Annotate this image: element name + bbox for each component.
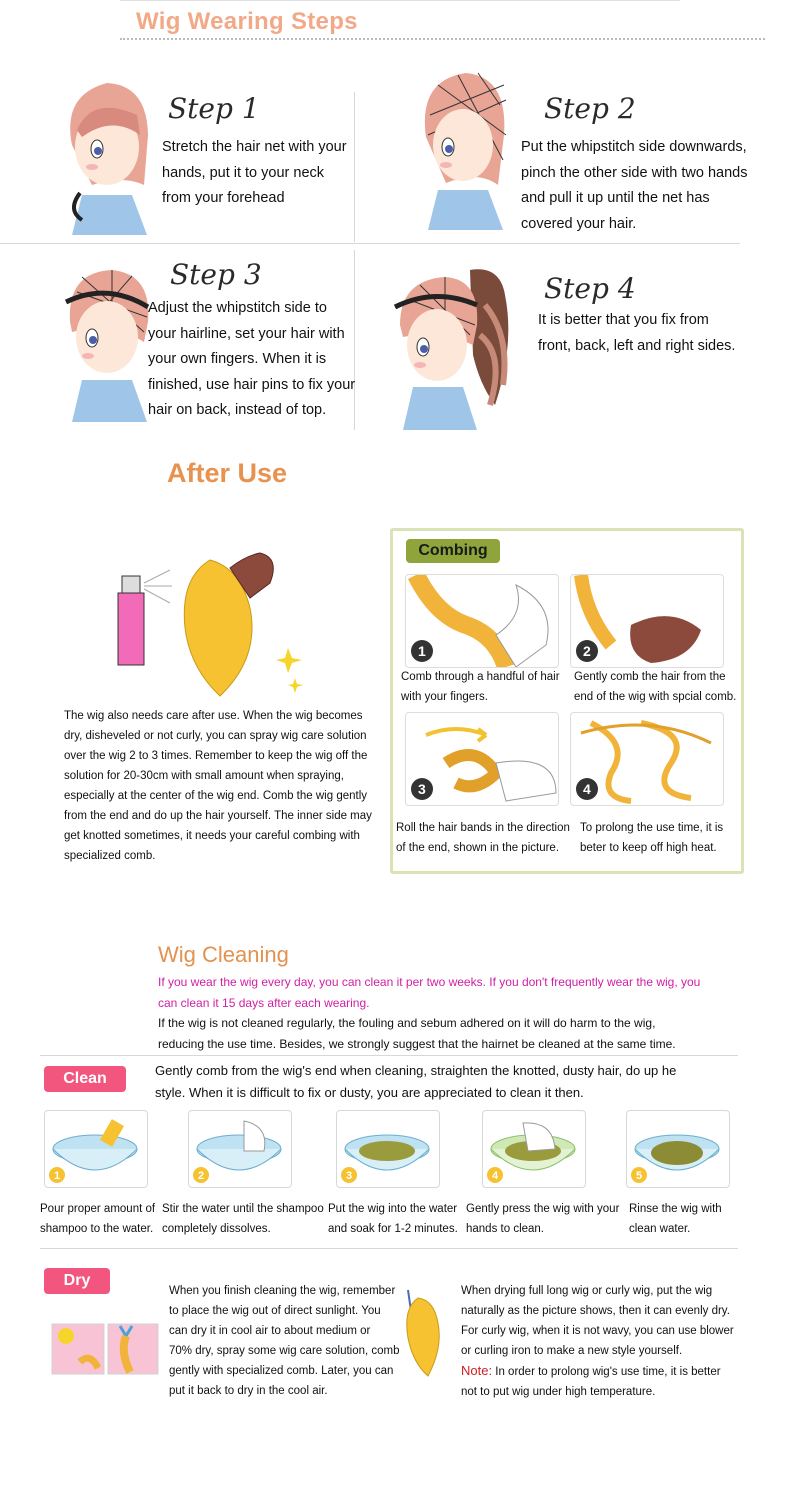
clean-step-3-caption: Put the wig into the water and soak for 1-2 minutes. <box>328 1203 458 1235</box>
bowl-soak-icon <box>337 1111 439 1187</box>
step-3-text: Adjust the whipstitch side to your hairline, set your hair with your own fingers. When it is finished, use hair pins to fix your hair on back, instead of top. <box>148 300 356 418</box>
svg-text:4: 4 <box>583 781 591 797</box>
step-3-title: Step 3 <box>170 258 262 291</box>
cleaning-frequency-text: If you wear the wig every day, you can clean it per two weeks. If you don't frequently wear the wig, you can clean it 15 days after each wearing. <box>158 975 701 1010</box>
svg-text:3: 3 <box>346 1170 353 1182</box>
bowl-shampoo-icon <box>45 1111 147 1187</box>
svg-text:1: 1 <box>54 1170 61 1182</box>
step-2-text: Put the whipstitch side downwards, pinch the other side with two hands and pull it up until the net has covered your hair. <box>521 139 748 232</box>
clean-step-4-image <box>482 1110 586 1188</box>
step-divider-horizontal <box>0 243 740 244</box>
after-use-text: The wig also needs care after use. When the wig becomes dry, disheveled or not curly, you can spray wig care solution over the wig 2 to 3 times. Remember to keep the wig off the solution for 20-30cm with small amount when spraying, especially at the center of the wig end. Comb the wig gently from the end and do up the hair yourself. The inner side may get knotted sometimes, it needs your careful combing with specialized comb. <box>64 710 372 862</box>
girl-ponytail-icon <box>385 265 535 430</box>
clean-badge: Clean <box>44 1066 126 1092</box>
step-1-title: Step 1 <box>168 92 260 125</box>
curly-hair-icon <box>571 713 723 805</box>
section-divider <box>40 1055 738 1056</box>
roll-hair-icon <box>406 713 558 805</box>
svg-text:2: 2 <box>198 1170 205 1182</box>
svg-text:4: 4 <box>492 1170 499 1182</box>
hanging-wig-icon <box>398 1288 450 1378</box>
clean-step-5-caption: Rinse the wig with clean water. <box>629 1203 722 1235</box>
clean-step-5-image <box>626 1110 730 1188</box>
bowl-stir-icon <box>189 1111 291 1187</box>
spray-comb-wig-icon <box>110 548 310 698</box>
section-divider <box>40 1248 738 1249</box>
clean-step-4-caption: Gently press the wig with your hands to clean. <box>466 1203 620 1235</box>
girl-hairnet-icon <box>52 75 162 235</box>
dotted-divider <box>120 38 765 40</box>
cleaning-warning-text: If the wig is not cleaned regularly, the fouling and sebum adhered on it will do harm to the wig, reducing the use time. Besides, we strongly suggest that the hairnet be cleaned at the same time. <box>158 1016 676 1051</box>
step-2-title: Step 2 <box>544 92 636 125</box>
after-use-title: After Use <box>167 458 288 488</box>
dry-right-text: When drying full long wig or curly wig, put the wig naturally as the picture shows, then it can evenly dry. For curly wig, when it is not wavy, you can use blower or curling iron to make a new style yourself. Note: In order to prolong wig's use time, it is better not to put wig under high temperature. <box>461 1285 734 1398</box>
clean-step-1-image <box>44 1110 148 1188</box>
clean-step-2-caption: Stir the water until the shampoo completely dissolves. <box>162 1203 324 1235</box>
combing-step-1-image <box>405 574 559 668</box>
clean-step-3-image <box>336 1110 440 1188</box>
brush-icon <box>571 575 723 667</box>
svg-text:5: 5 <box>636 1170 643 1182</box>
hand-comb-icon <box>406 575 558 667</box>
combing-step-4-caption: To prolong the use time, it is beter to keep off high heat. <box>580 822 724 854</box>
step-4-text: It is better that you fix from front, back, left and right sides. <box>538 312 736 354</box>
combing-step-4-image <box>570 712 724 806</box>
combing-step-1-caption: Comb through a handful of hair with your fingers. <box>401 671 560 703</box>
bowl-rinse-icon <box>627 1111 729 1187</box>
combing-step-3-image <box>405 712 559 806</box>
top-divider <box>120 0 680 1</box>
svg-text:3: 3 <box>418 781 426 797</box>
note-label: Note: <box>461 1363 493 1378</box>
clean-description: Gently comb from the wig's end when cleaning, straighten the knotted, dusty hair, do up he style. When it is difficult to fix or dusty, you are appreciated to clean it then. <box>155 1063 677 1100</box>
combing-label: Combing <box>406 539 500 563</box>
wig-cleaning-title: Wig Cleaning <box>158 942 289 967</box>
sun-dry-icon <box>50 1322 160 1376</box>
svg-text:1: 1 <box>418 643 426 659</box>
girl-hairnet-icon <box>408 65 518 230</box>
girl-hairnet-icon <box>52 262 162 422</box>
step-4-title: Step 4 <box>544 272 636 305</box>
clean-step-1-caption: Pour proper amount of shampoo to the water. <box>40 1203 156 1235</box>
clean-step-2-image <box>188 1110 292 1188</box>
combing-step-2-caption: Gently comb the hair from the end of the wig with spcial comb. <box>574 671 737 703</box>
combing-step-3-caption: Roll the hair bands in the direction of the end, shown in the picture. <box>396 822 570 854</box>
svg-text:2: 2 <box>583 643 591 659</box>
dry-left-text: When you finish cleaning the wig, remember to place the wig out of direct sunlight. You can dry it in cool air to about medium or 70% dry, spray some wig care solution, comb gently with specialized comb. Later, you can put it back to dry in the cool air. <box>169 1285 400 1397</box>
page-title: Wig Wearing Steps <box>136 8 358 35</box>
step-divider-vertical <box>354 92 355 242</box>
bowl-press-icon <box>483 1111 585 1187</box>
dry-badge: Dry <box>44 1268 110 1294</box>
step-1-text: Stretch the hair net with your hands, put it to your neck from your forehead <box>162 139 347 206</box>
combing-step-2-image <box>570 574 724 668</box>
